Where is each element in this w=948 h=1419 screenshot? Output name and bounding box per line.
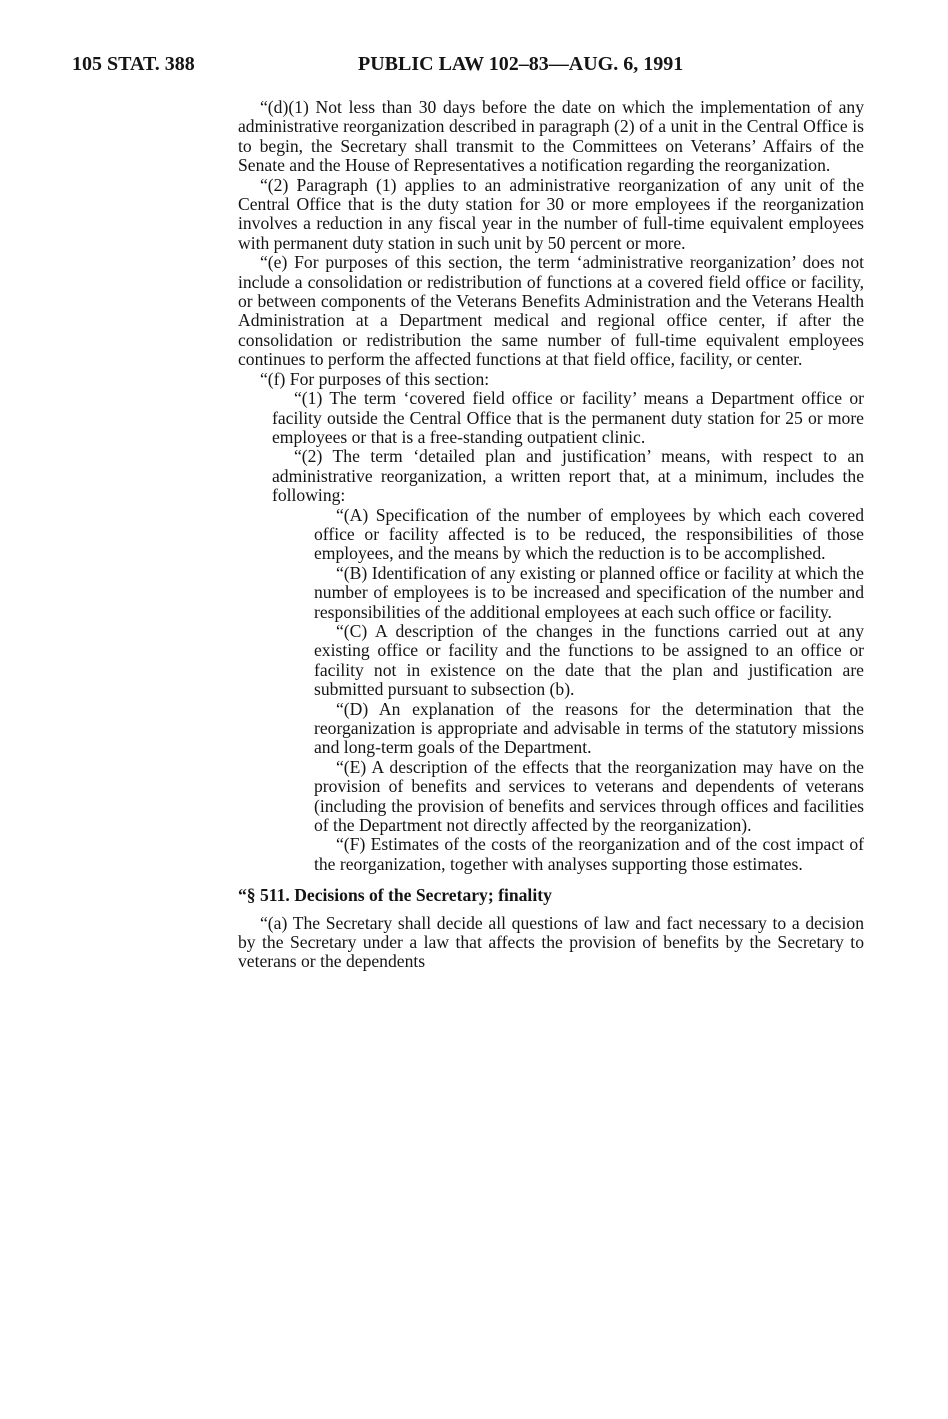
paragraph-f2-a: “(A) Specification of the number of employees by which each covered office or facility affected is to be reduced, the responsibilities of those employees, and the means by which the reduction is to be accomplished. bbox=[314, 504, 864, 564]
paragraph-f2-b: “(B) Identification of any existing or planned office or facility at which the number of employees is to be increased and specification of the number and responsibilities of the additional employees at each such office or facility. bbox=[314, 562, 864, 622]
paragraph-f2: “(2) The term ‘detailed plan and justification’ means, with respect to an administrative reorganization, a written report that, at a minimum, includes the following: bbox=[272, 446, 864, 506]
paragraph-f1: “(1) The term ‘covered field office or facility’ means a Department office or facility outside the Central Office that is the permanent duty station for 25 or more employees or that is a free-standing outpatient clinic. bbox=[272, 388, 864, 447]
paragraph-f2-d: “(D) An explanation of the reasons for the determination that the reorganization is appropriate and advisable in terms of the statutory missions and long-term goals of the Department. bbox=[314, 698, 864, 758]
paragraph-f2-e: “(E) A description of the effects that the reorganization may have on the provision of benefits and services to veterans and dependents of veterans (including the provision of benefits and services through offices and facilities of the Department not directly affected by the reorganization). bbox=[314, 756, 864, 836]
statute-text bbox=[238, 98, 864, 972]
paragraph-f-intro: “(f) For purposes of this section: bbox=[260, 368, 490, 389]
paragraph-511-a: “(a) The Secretary shall decide all questions of law and fact necessary to a decision by the Secretary under a law that affects the provision of benefits by the Secretary to veterans or the dependents bbox=[238, 912, 864, 972]
paragraph-d2: “(2) Paragraph (1) applies to an administrative reorganization of any unit of the Central Office that is the duty station for 30 or more employees if the reorganization involves a reduction in any fiscal year in the number of full-time equivalent employees with permanent duty station in such unit by 50 percent or more. bbox=[238, 174, 864, 253]
law-title: PUBLIC LAW 102–83—AUG. 6, 1991 bbox=[358, 53, 684, 75]
paragraph-f2-c: “(C) A description of the changes in the functions carried out at any existing office or facility and the functions to be assigned to an office or facility not in existence on the date that the plan and justification are submitted pursuant to subsection (b). bbox=[314, 620, 864, 700]
section-heading: “§ 511. Decisions of the Secretary; finality bbox=[238, 885, 552, 906]
paragraph-f2-f: “(F) Estimates of the costs of the reorganization and of the cost impact of the reorganization, together with analyses supporting those estimates. bbox=[314, 834, 864, 874]
paragraph-e: “(e) For purposes of this section, the term ‘administrative reorganization’ does not include a consolidation or redistribution of functions at a covered field office or facility, or between components of the Veterans Benefits Administration and the Veterans Health Administration at a Department medical and regional office center, if after the consolidation or redistribution the same number of full-time equivalent employees continues to perform the affected functions at that field office, facility, or center. bbox=[238, 252, 864, 370]
paragraph-d1: “(d)(1) Not less than 30 days before the date on which the implementation of any administrative reorganization described in paragraph (2) of a unit in the Central Office is to begin, the Secretary shall transmit to the Committees on Veterans’ Affairs of the Senate and the House of Representatives a notification regarding the reorganization. bbox=[238, 97, 864, 176]
stat-reference: 105 STAT. 388 bbox=[72, 53, 195, 75]
